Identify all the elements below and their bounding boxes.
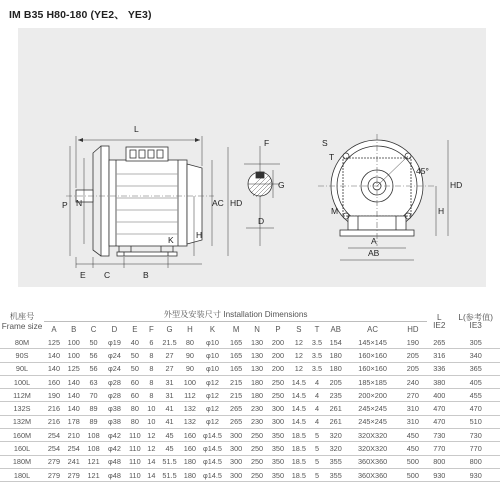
table-cell: 110 xyxy=(125,468,144,481)
table-cell: φ38 xyxy=(103,402,125,415)
table-cell: 250 xyxy=(247,455,268,468)
end-view xyxy=(318,134,448,260)
table-cell: 27 xyxy=(159,362,181,375)
table-cell: φ12 xyxy=(199,375,225,388)
table-cell: φ48 xyxy=(103,455,125,468)
table-cell: 205 xyxy=(325,375,347,388)
table-cell: 254 xyxy=(44,429,64,442)
frame-size-cell: 132M xyxy=(0,415,44,428)
table-cell: 108 xyxy=(84,442,104,455)
table-cell: 89 xyxy=(84,415,104,428)
table-cell: 450 xyxy=(398,429,427,442)
table-cell: 180 xyxy=(181,468,200,481)
column-header: AC xyxy=(367,324,379,334)
table-cell: 121 xyxy=(84,468,104,481)
label-45deg: 45° xyxy=(416,166,429,176)
table-cell: 6 xyxy=(144,336,158,349)
table-cell: 12 xyxy=(288,336,309,349)
table-cell: 215 xyxy=(226,389,247,402)
table-cell: 455 xyxy=(451,389,500,402)
table-cell: 279 xyxy=(44,455,64,468)
table-cell: 90 xyxy=(181,349,200,362)
table-cell: φ14.5 xyxy=(199,468,225,481)
table-body xyxy=(0,307,500,482)
table-cell: 930 xyxy=(427,468,451,481)
column-header: D xyxy=(111,324,118,334)
column-header: E xyxy=(132,324,138,334)
frame-size-cell: 90S xyxy=(0,349,44,362)
table-cell: 154 xyxy=(325,336,347,349)
table-cell: 190 xyxy=(398,336,427,349)
table-cell: 130 xyxy=(247,362,268,375)
table-cell: φ38 xyxy=(103,415,125,428)
table-cell: 500 xyxy=(398,455,427,468)
table-cell: 180 xyxy=(325,362,347,375)
label-F: F xyxy=(264,138,270,148)
table-cell: 14.5 xyxy=(288,375,309,388)
label-S: S xyxy=(322,138,328,148)
table-cell: 355 xyxy=(325,455,347,468)
table-cell: 350 xyxy=(267,429,288,442)
label-K: K xyxy=(168,235,174,245)
header-row-1 xyxy=(0,307,500,322)
table-cell: 300 xyxy=(267,402,288,415)
column-header: B xyxy=(71,324,77,334)
table-cell: 310 xyxy=(398,415,427,428)
table-cell: 180 xyxy=(325,349,347,362)
frame-header-en: Frame size xyxy=(1,321,43,331)
table-cell: 165 xyxy=(226,362,247,375)
table-row xyxy=(0,362,500,375)
table-cell: 470 xyxy=(427,415,451,428)
table-row xyxy=(0,389,500,402)
table-cell: 90 xyxy=(181,362,200,375)
column-header: M xyxy=(232,324,240,334)
table-cell: 100 xyxy=(64,349,84,362)
table-cell: 80 xyxy=(181,336,200,349)
table-cell: 4 xyxy=(309,415,324,428)
label-P: P xyxy=(62,200,68,210)
table-cell: 21.5 xyxy=(159,336,181,349)
frame-size-cell: 160L xyxy=(0,442,44,455)
table-cell: 56 xyxy=(84,362,104,375)
table-cell: 300 xyxy=(226,442,247,455)
table-cell: 350 xyxy=(267,442,288,455)
table-cell: 930 xyxy=(451,468,500,481)
table-cell: 270 xyxy=(398,389,427,402)
table-cell: 10 xyxy=(144,402,158,415)
table-cell: 190 xyxy=(44,389,64,402)
table-cell: φ10 xyxy=(199,362,225,375)
table-row xyxy=(0,375,500,388)
column-header: G xyxy=(166,324,173,334)
table-cell: 470 xyxy=(427,402,451,415)
table-cell: 300 xyxy=(226,455,247,468)
table-cell: 4 xyxy=(309,375,324,388)
table-cell: 132 xyxy=(181,415,200,428)
table-cell: 180 xyxy=(247,375,268,388)
table-cell: 400 xyxy=(427,389,451,402)
table-cell: 250 xyxy=(247,429,268,442)
table-row xyxy=(0,402,500,415)
table-cell: 45 xyxy=(159,429,181,442)
table-cell: 305 xyxy=(451,336,500,349)
label-HD-end: HD xyxy=(450,180,463,190)
table-cell: 450 xyxy=(398,442,427,455)
table-cell: 279 xyxy=(44,468,64,481)
table-cell: 241 xyxy=(64,455,84,468)
label-HD-side: HD xyxy=(230,198,243,208)
table-cell: φ12 xyxy=(199,402,225,415)
table-cell: φ19 xyxy=(103,336,125,349)
table-cell: 8 xyxy=(144,389,158,402)
table-cell: φ42 xyxy=(103,429,125,442)
column-header: T xyxy=(314,324,320,334)
table-cell: 27 xyxy=(159,349,181,362)
table-cell: 300 xyxy=(226,468,247,481)
table-cell: 254 xyxy=(44,442,64,455)
table-cell: 160 xyxy=(181,442,200,455)
table-cell: 216 xyxy=(44,415,64,428)
table-cell: 140 xyxy=(44,349,64,362)
table-cell: 205 xyxy=(398,349,427,362)
table-cell: 5 xyxy=(309,455,324,468)
table-row xyxy=(0,455,500,468)
table-cell: 500 xyxy=(398,468,427,481)
label-H-end: H xyxy=(438,206,445,216)
table-cell: 5 xyxy=(309,442,324,455)
table-cell: φ48 xyxy=(103,468,125,481)
table-cell: 41 xyxy=(159,415,181,428)
table-cell: 470 xyxy=(451,402,500,415)
table-cell: 5 xyxy=(309,429,324,442)
table-cell: 63 xyxy=(84,375,104,388)
table-cell: φ24 xyxy=(103,349,125,362)
shaft-view xyxy=(244,146,280,246)
table-cell: 110 xyxy=(125,442,144,455)
table-cell: 60 xyxy=(125,375,144,388)
table-cell: 510 xyxy=(451,415,500,428)
column-header: F xyxy=(148,324,154,334)
table-cell: 800 xyxy=(427,455,451,468)
table-cell: 250 xyxy=(247,442,268,455)
table-cell: 250 xyxy=(267,389,288,402)
table-cell: 320X320 xyxy=(347,442,399,455)
table-row xyxy=(0,442,500,455)
table-cell: φ10 xyxy=(199,336,225,349)
table-cell: φ24 xyxy=(103,362,125,375)
table-cell: φ42 xyxy=(103,442,125,455)
label-M: M xyxy=(331,206,339,216)
frame-size-cell: 180M xyxy=(0,455,44,468)
table-cell: 310 xyxy=(398,402,427,415)
table-cell: 45 xyxy=(159,442,181,455)
table-cell: 60 xyxy=(125,389,144,402)
table-cell: 140 xyxy=(64,402,84,415)
label-AC: AC xyxy=(212,198,224,208)
table-cell: φ14.5 xyxy=(199,442,225,455)
table-cell: 365 xyxy=(451,362,500,375)
table-cell: 140 xyxy=(44,362,64,375)
label-C: C xyxy=(104,270,111,280)
table-cell: 3.5 xyxy=(309,362,324,375)
table-cell: 80 xyxy=(125,415,144,428)
table-cell: 8 xyxy=(144,349,158,362)
table-cell: 110 xyxy=(125,455,144,468)
table-cell: 336 xyxy=(427,362,451,375)
table-cell: 89 xyxy=(84,402,104,415)
table-cell: 216 xyxy=(44,402,64,415)
table-cell: 245×245 xyxy=(347,402,399,415)
table-cell: φ28 xyxy=(103,375,125,388)
table-cell: 265 xyxy=(226,415,247,428)
table-cell: 3.5 xyxy=(309,336,324,349)
table-cell: 770 xyxy=(427,442,451,455)
table-cell: 5 xyxy=(309,468,324,481)
table-cell: 50 xyxy=(125,362,144,375)
table-cell: φ14.5 xyxy=(199,455,225,468)
table-row xyxy=(0,415,500,428)
column-header: HD xyxy=(407,324,419,334)
installation-dimensions-table xyxy=(0,307,500,482)
table-cell: 80 xyxy=(125,402,144,415)
table-cell: 230 xyxy=(247,402,268,415)
table-cell: 140 xyxy=(64,389,84,402)
table-cell: 12 xyxy=(288,349,309,362)
column-header: A xyxy=(51,324,57,334)
l-ie3-header: L(参考值) IE3 xyxy=(458,312,493,330)
table-cell: 40 xyxy=(125,336,144,349)
table-cell: 132 xyxy=(181,402,200,415)
table-cell: 265 xyxy=(226,402,247,415)
table-cell: 205 xyxy=(398,362,427,375)
table-cell: 320X320 xyxy=(347,429,399,442)
table-cell: 279 xyxy=(64,468,84,481)
table-cell: 31 xyxy=(159,375,181,388)
table-cell: 14.5 xyxy=(288,389,309,402)
column-header: S xyxy=(296,324,302,334)
table-row xyxy=(0,468,500,481)
table-cell: 51.5 xyxy=(159,468,181,481)
table-cell: 12 xyxy=(144,442,158,455)
table-cell: 50 xyxy=(84,336,104,349)
table-cell: 18.5 xyxy=(288,429,309,442)
frame-header-cn: 机座号 xyxy=(9,311,35,321)
table-cell: 108 xyxy=(84,429,104,442)
label-N: N xyxy=(76,198,83,208)
table-cell: 51.5 xyxy=(159,455,181,468)
table-cell: 265 xyxy=(427,336,451,349)
table-cell: 200×200 xyxy=(347,389,399,402)
motor-drawing-svg xyxy=(18,28,486,287)
table-cell: 121 xyxy=(84,455,104,468)
page-title: IM B35 H80-180 (YE2、 YE3) xyxy=(9,9,152,21)
column-header: AB xyxy=(330,324,341,334)
label-G: G xyxy=(278,180,285,190)
table-cell: 300 xyxy=(226,429,247,442)
frame-size-cell: 100L xyxy=(0,375,44,388)
frame-size-cell: 112M xyxy=(0,389,44,402)
table-cell: 160×160 xyxy=(347,349,399,362)
table-cell: 320 xyxy=(325,442,347,455)
frame-size-cell: 90L xyxy=(0,362,44,375)
header-row-2 xyxy=(0,322,500,337)
table-cell: 730 xyxy=(427,429,451,442)
table-cell: 230 xyxy=(247,415,268,428)
table-cell: 770 xyxy=(451,442,500,455)
table-cell: 50 xyxy=(125,349,144,362)
table-cell: 14 xyxy=(144,455,158,468)
table-cell: 18.5 xyxy=(288,455,309,468)
table-cell: 380 xyxy=(427,375,451,388)
frame-size-cell: 160M xyxy=(0,429,44,442)
table-cell: 350 xyxy=(267,455,288,468)
table-cell: 355 xyxy=(325,468,347,481)
frame-size-cell: 132S xyxy=(0,402,44,415)
frame-size-header xyxy=(0,307,44,336)
label-L: L xyxy=(134,124,139,134)
table-cell: 180 xyxy=(181,455,200,468)
table-cell: 8 xyxy=(144,375,158,388)
table-cell: 180 xyxy=(247,389,268,402)
table-cell: 12 xyxy=(288,362,309,375)
table-cell: 160 xyxy=(44,375,64,388)
table-cell: 100 xyxy=(181,375,200,388)
table-cell: 250 xyxy=(247,468,268,481)
label-A: A xyxy=(371,236,377,246)
frame-size-cell: 80M xyxy=(0,336,44,349)
table-cell: 10 xyxy=(144,415,158,428)
table-cell: 14.5 xyxy=(288,402,309,415)
label-AB: AB xyxy=(368,248,380,258)
table-cell: 14.5 xyxy=(288,415,309,428)
table-cell: 100 xyxy=(64,336,84,349)
column-header: C xyxy=(90,324,97,334)
table-cell: 178 xyxy=(64,415,84,428)
table-cell: 250 xyxy=(267,375,288,388)
table-cell: 800 xyxy=(451,455,500,468)
table-cell: 31 xyxy=(159,389,181,402)
table-cell: 730 xyxy=(451,429,500,442)
table-cell: 110 xyxy=(125,429,144,442)
table-cell: 254 xyxy=(64,442,84,455)
column-header: K xyxy=(209,324,216,334)
table-cell: φ10 xyxy=(199,349,225,362)
column-header: P xyxy=(275,324,281,334)
table-cell: 360X360 xyxy=(347,455,399,468)
label-D: D xyxy=(258,216,265,226)
table-cell: 200 xyxy=(267,362,288,375)
table-cell: 125 xyxy=(44,336,64,349)
table-cell: 4 xyxy=(309,389,324,402)
table-cell: 8 xyxy=(144,362,158,375)
table-row xyxy=(0,349,500,362)
column-header: N xyxy=(254,324,260,334)
column-header: H xyxy=(187,324,193,334)
label-T: T xyxy=(329,152,335,162)
table-cell: 316 xyxy=(427,349,451,362)
table-cell: 56 xyxy=(84,349,104,362)
table-cell: 165 xyxy=(226,349,247,362)
table-cell: 261 xyxy=(325,402,347,415)
table-cell: 360X360 xyxy=(347,468,399,481)
table-cell: 320 xyxy=(325,429,347,442)
table-cell: 130 xyxy=(247,336,268,349)
table-cell: 165 xyxy=(226,336,247,349)
table-cell: 405 xyxy=(451,375,500,388)
table-cell: 3.5 xyxy=(309,349,324,362)
label-E: E xyxy=(80,270,86,280)
dimensions-span-title: 外型及安装尺寸 Installation Dimensions xyxy=(44,307,427,322)
table-cell: 70 xyxy=(84,389,104,402)
table-cell: 210 xyxy=(64,429,84,442)
table-cell: 145×145 xyxy=(347,336,399,349)
table-cell: 235 xyxy=(325,389,347,402)
table-cell: 261 xyxy=(325,415,347,428)
table-cell: φ14.5 xyxy=(199,429,225,442)
table-cell: 200 xyxy=(267,349,288,362)
table-cell: 14 xyxy=(144,468,158,481)
table-cell: 130 xyxy=(247,349,268,362)
label-B: B xyxy=(143,270,149,280)
frame-size-cell: 180L xyxy=(0,468,44,481)
table-cell: 41 xyxy=(159,402,181,415)
table-cell: 4 xyxy=(309,402,324,415)
table-cell: 112 xyxy=(181,389,200,402)
table-cell: 300 xyxy=(267,415,288,428)
table-cell: 160×160 xyxy=(347,362,399,375)
side-view xyxy=(66,136,228,268)
table-cell: 160 xyxy=(181,429,200,442)
table-cell: 200 xyxy=(267,336,288,349)
table-row xyxy=(0,336,500,349)
table-cell: 340 xyxy=(451,349,500,362)
table-cell: 18.5 xyxy=(288,468,309,481)
table-cell: 240 xyxy=(398,375,427,388)
table-cell: 245×245 xyxy=(347,415,399,428)
table-cell: φ12 xyxy=(199,415,225,428)
l-ie2-header: L IE2 xyxy=(433,312,446,330)
table-cell: 185×185 xyxy=(347,375,399,388)
dimension-drawing xyxy=(18,28,486,287)
table-cell: φ28 xyxy=(103,389,125,402)
table-cell: φ12 xyxy=(199,389,225,402)
table-cell: 125 xyxy=(64,362,84,375)
table-cell: 12 xyxy=(144,429,158,442)
table-cell: 350 xyxy=(267,468,288,481)
table-cell: 18.5 xyxy=(288,442,309,455)
table-cell: 215 xyxy=(226,375,247,388)
table-row xyxy=(0,429,500,442)
table-cell: 140 xyxy=(64,375,84,388)
label-H-side: H xyxy=(196,230,203,240)
